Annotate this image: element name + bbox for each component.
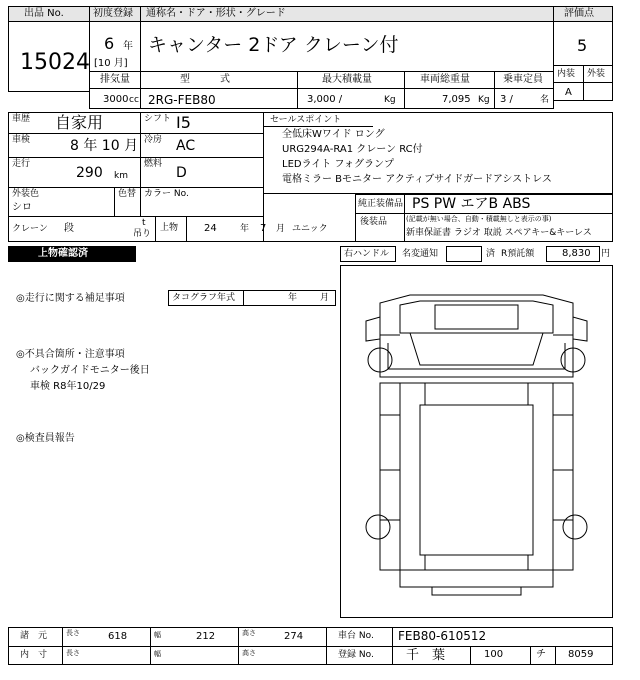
name-label: 通称名・ドア・形状・グレード: [146, 8, 286, 19]
truck-diagram: [340, 265, 613, 618]
sales-points-label: セールスポイント: [270, 115, 342, 125]
chassis-value: FEB80-610512: [398, 629, 487, 643]
fuel-label: 燃料: [144, 159, 163, 169]
capacity-value: 3 /: [500, 94, 513, 105]
plate-number: 8059: [568, 649, 594, 660]
mileage-label: 走行: [12, 159, 31, 169]
interior-label: 内装: [557, 69, 576, 79]
recycle-done: 済: [486, 249, 496, 259]
exterior-label: 外装: [587, 69, 606, 79]
tacho-month: 月: [320, 293, 330, 303]
upper-maker: ユニック: [292, 224, 328, 234]
supplement-label: ◎走行に関する補足事項: [16, 293, 125, 304]
aftermarket-label: 後装品: [360, 217, 388, 227]
interior-grade: A: [565, 87, 572, 98]
height-label: 高さ: [242, 629, 256, 637]
recycle-amount: 8,830: [562, 248, 591, 259]
load-value: 3,000 /: [307, 94, 343, 105]
recycle-r-label: R預託額: [501, 249, 535, 259]
interior-dims-label: 内 寸: [20, 650, 48, 660]
upper-month: 7: [260, 223, 267, 234]
shift-value: I5: [176, 113, 191, 132]
plate-label: 登録 No.: [338, 650, 374, 660]
height-value: 274: [284, 631, 304, 642]
first-reg-month: [10 月]: [94, 58, 128, 69]
load-label: 最大積載量: [322, 74, 372, 85]
aftermarket-items: 新車保証書 ラジオ 取説 スペアキー&キーレス: [406, 228, 592, 238]
year-unit: 年: [123, 41, 133, 52]
lot-label: 出品 No.: [24, 8, 64, 19]
gross-value: 7,095: [442, 94, 471, 105]
multi-change-label: 名変通知: [402, 249, 439, 259]
crane-label: クレーン: [12, 224, 48, 234]
vehicle-name: キャンター 2ドア クレーン付: [148, 34, 399, 56]
steering: 右ハンドル: [344, 249, 390, 259]
capacity-unit: 名: [540, 95, 550, 105]
score-value: 5: [577, 36, 588, 55]
displacement-value: 3000: [103, 94, 129, 105]
shift-label: シフト: [144, 114, 172, 124]
inspection-label: 車検: [12, 135, 31, 145]
fuel-value: D: [176, 165, 187, 181]
section-title: 上物確認済: [38, 248, 88, 259]
displacement-label: 排気量: [100, 74, 130, 85]
length-value: 618: [108, 631, 128, 642]
length-label: 長さ: [66, 629, 80, 637]
aftermarket-note: (記載が無い場合、自動・積載無しと表示の事): [406, 215, 552, 223]
defects-line-1: バックガイドモニター後日: [30, 365, 150, 376]
upper-label: 上物: [160, 223, 179, 233]
gross-label: 車両総重量: [420, 74, 470, 85]
model-value: 2RG-FEB80: [148, 93, 216, 107]
recycle-unit: 円: [601, 249, 611, 259]
dims-label: 諸 元: [20, 631, 48, 641]
crane-lift: 吊り: [133, 229, 152, 239]
capacity-label: 乗車定員: [503, 74, 543, 85]
first-reg-year: 6: [104, 34, 115, 53]
first-reg-label: 初度登録: [93, 8, 133, 19]
gross-unit: Kg: [478, 95, 490, 105]
chassis-label: 車台 No.: [338, 631, 374, 641]
sales-point-4: 電格ミラー Bモニター アクティブサイドガードアシストレス: [282, 174, 552, 185]
crane-ton: t: [142, 218, 146, 228]
usage-label: 車歴: [12, 114, 31, 124]
score-label: 評価点: [564, 8, 594, 19]
plate-kana: チ: [536, 649, 546, 660]
plate-region: 千 葉: [406, 648, 446, 663]
genuine-label: 純正装備品: [358, 199, 404, 209]
load-unit: Kg: [384, 95, 396, 105]
defects-line-2: 車検 R8年10/29: [30, 381, 106, 392]
upper-year-unit: 年: [240, 224, 250, 234]
inspection-value: 8 年 10 月: [70, 138, 139, 154]
color-label: 外装色: [12, 189, 40, 199]
width-value: 212: [196, 631, 216, 642]
mileage-unit: km: [114, 171, 128, 181]
ac-value: AC: [176, 138, 196, 154]
sales-point-3: LEDライト フォグランプ: [282, 159, 394, 170]
tacho-label: タコグラフ年式: [172, 293, 236, 303]
tacho-year: 年: [288, 293, 298, 303]
width-label: 幅: [154, 631, 161, 639]
sales-point-1: 全低床Wワイド ロング: [282, 129, 385, 140]
defects-label: ◎不具合箇所・注意事項: [16, 349, 125, 360]
color-code-label: 色替: [118, 189, 137, 199]
model-label: 型 式: [180, 74, 230, 85]
crane-stage: 段: [64, 223, 74, 234]
color-value: シロ: [12, 202, 32, 213]
lot-number: 15024: [20, 50, 90, 75]
mileage-value: 290: [76, 165, 103, 181]
ac-label: 冷房: [144, 135, 163, 145]
color-no-label: カラー No.: [144, 189, 189, 199]
sales-point-2: URG294A-RA1 クレーン RC付: [282, 144, 423, 155]
inspector-label: ◎検査員報告: [16, 433, 75, 444]
plate-class: 100: [484, 649, 504, 660]
genuine-value: PS PW エアB ABS: [412, 196, 531, 212]
displacement-unit: cc: [129, 95, 139, 105]
upper-year: 24: [204, 223, 217, 234]
usage-value: 自家用: [55, 113, 104, 132]
